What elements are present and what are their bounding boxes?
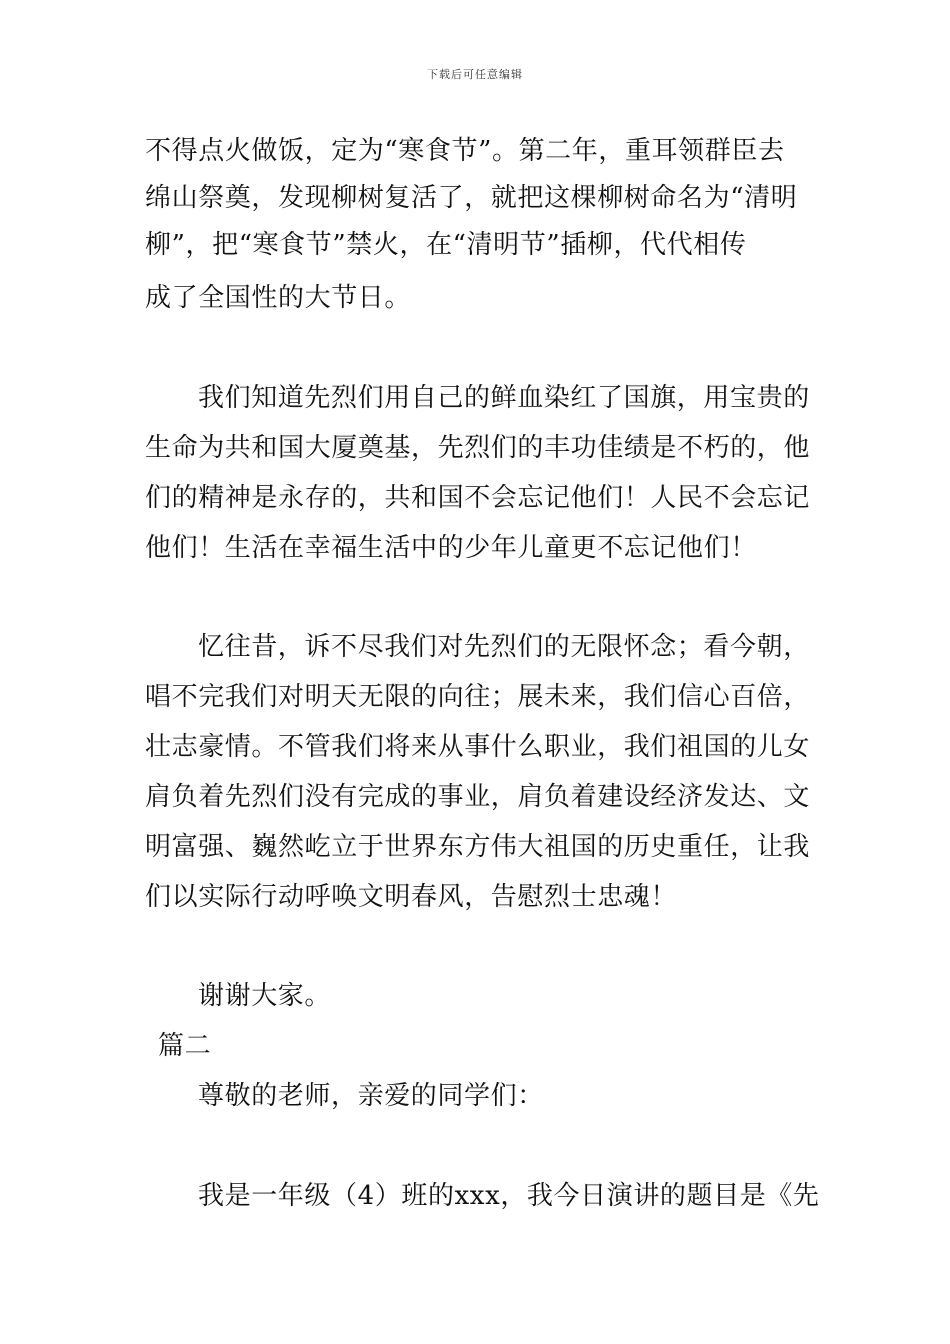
page-header: 下载后可任意编辑 bbox=[427, 68, 523, 81]
paragraph-line: 他们！生活在幸福生活中的少年儿童更不忘记他们！ bbox=[145, 533, 757, 563]
paragraph-line: 我是一年级（4）班的xxx，我今日演讲的题目是《先 bbox=[198, 1181, 820, 1211]
paragraph-line: 肩负着先烈们没有完成的事业，肩负着建设经济发达、文 bbox=[145, 782, 811, 812]
paragraph-line: 壮志豪情。不管我们将来从事什么职业，我们祖国的儿女 bbox=[145, 732, 811, 762]
paragraph-line: 们的精神是永存的，共和国不会忘记他们！人民不会忘记 bbox=[145, 483, 811, 513]
paragraph-line: 绵山祭奠，发现柳树复活了，就把这棵柳树命名为“清明 bbox=[145, 183, 798, 213]
paragraph-line: 我们知道先烈们用自己的鲜血染红了国旗，用宝贵的 bbox=[198, 383, 810, 413]
salutation-line: 尊敬的老师，亲爱的同学们： bbox=[198, 1081, 544, 1111]
paragraph-line: 成了全国性的大节日。 bbox=[145, 283, 412, 313]
paragraph-line: 们以实际行动呼唤文明春风，告慰烈士忠魂！ bbox=[145, 882, 678, 912]
paragraph-line: 唱不完我们对明天无限的向往；展未来，我们信心百倍， bbox=[145, 682, 811, 712]
paragraph-line: 忆往昔，诉不尽我们对先烈们的无限怀念；看今朝， bbox=[198, 632, 810, 662]
section-heading: 篇二 bbox=[158, 1031, 212, 1061]
paragraph-line: 生命为共和国大厦奠基，先烈们的丰功佳绩是不朽的，他 bbox=[145, 433, 811, 463]
closing-line: 谢谢大家。 bbox=[198, 981, 332, 1011]
paragraph-line: 不得点火做饭，定为“寒食节”。第二年，重耳领群臣去 bbox=[145, 136, 785, 166]
paragraph-line: 柳”，把“寒食节”禁火，在“清明节”插柳，代代相传 bbox=[145, 230, 747, 260]
paragraph-line: 明富强、巍然屹立于世界东方伟大祖国的历史重任，让我 bbox=[145, 832, 811, 862]
